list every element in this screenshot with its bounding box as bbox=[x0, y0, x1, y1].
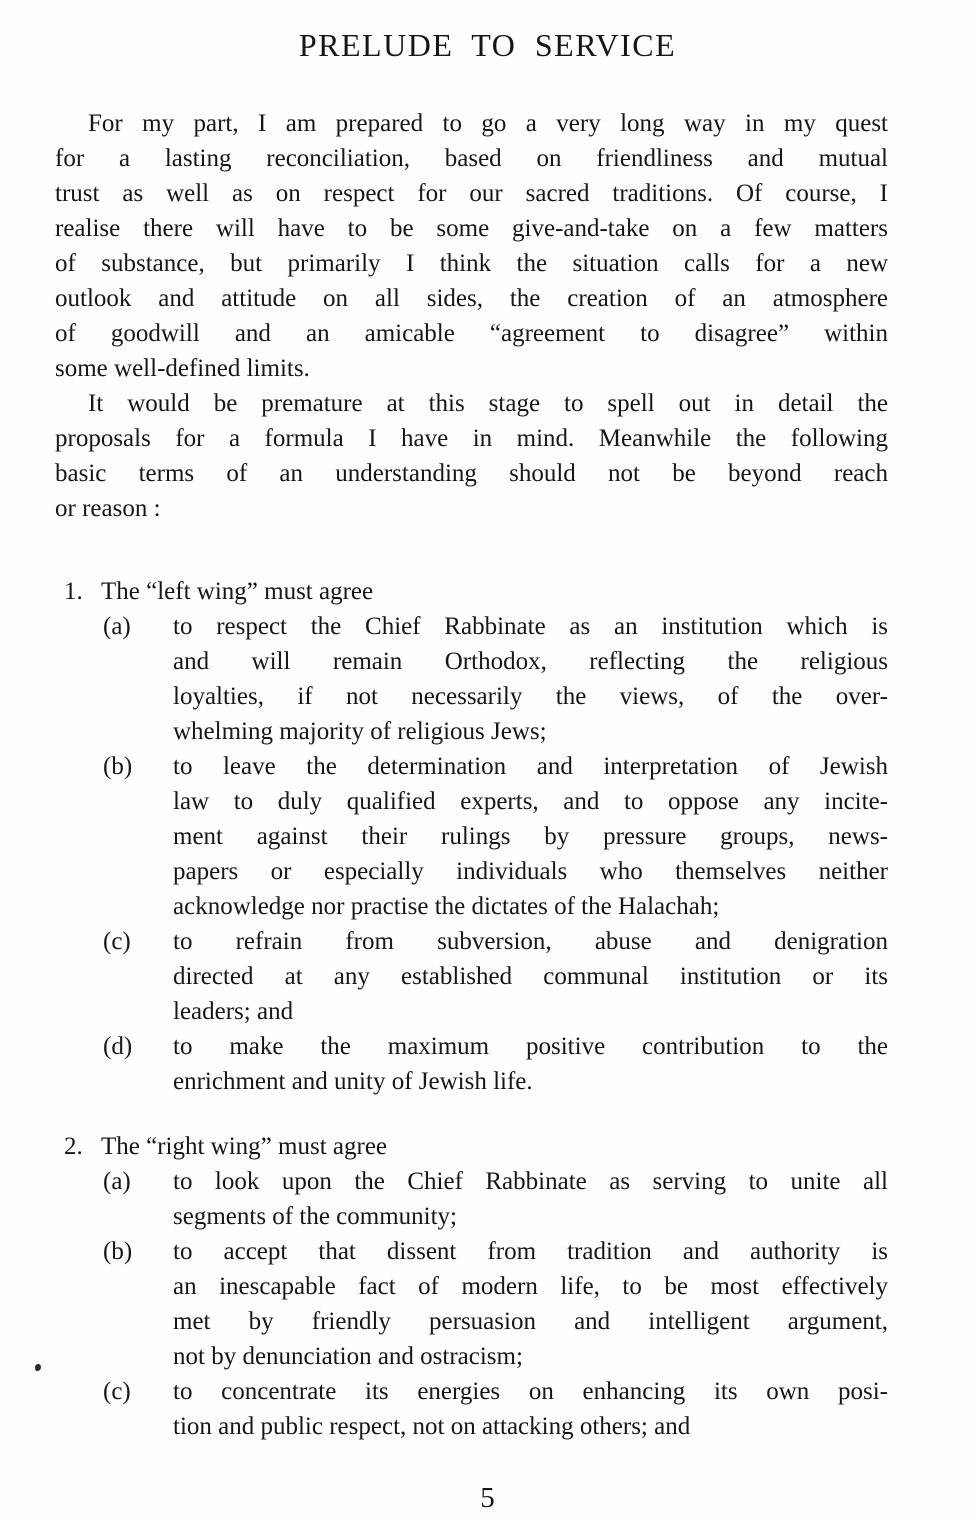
text-line: or reason : bbox=[55, 495, 161, 522]
text-line: to refrain from subversion, abuse and denigration bbox=[173, 928, 888, 955]
item-lines bbox=[173, 749, 888, 924]
section-title: The “right wing” must agree bbox=[101, 1133, 388, 1160]
list-item bbox=[103, 609, 888, 749]
text-line: to concentrate its energies on enhancing its own posi- bbox=[173, 1378, 888, 1405]
text-line: papers or especially individuals who themselves neither bbox=[173, 858, 888, 885]
text-line: leaders; and bbox=[173, 998, 294, 1025]
paragraph bbox=[55, 106, 888, 386]
text-line: some well-defined limits. bbox=[55, 355, 310, 382]
text-line: realise there will have to be some give-and-take on a few matters bbox=[55, 215, 888, 242]
list-item bbox=[103, 1029, 888, 1099]
list-item bbox=[103, 1374, 888, 1444]
text-line: segments of the community; bbox=[173, 1203, 457, 1230]
item-label: (b) bbox=[103, 1238, 133, 1265]
list-item bbox=[103, 924, 888, 1029]
text-line: loyalties, if not necessarily the views, of the over- bbox=[173, 683, 888, 710]
text-line: met by friendly persuasion and intelligent argument, bbox=[173, 1308, 888, 1335]
list-section bbox=[55, 1129, 888, 1444]
page-title: PRELUDE TO SERVICE bbox=[298, 27, 677, 63]
item-label: (d) bbox=[103, 1033, 133, 1060]
text-line: of goodwill and an amicable “agreement to disagree” within bbox=[55, 320, 888, 347]
item-label: (a) bbox=[103, 613, 131, 640]
text-line: to accept that dissent from tradition and authority is bbox=[173, 1238, 888, 1265]
text-line: law to duly qualified experts, and to oppose any incite- bbox=[173, 788, 888, 815]
item-label: (b) bbox=[103, 753, 133, 780]
paragraph bbox=[55, 386, 888, 526]
text-line: to make the maximum positive contribution to the bbox=[173, 1033, 888, 1060]
text-line: to look upon the Chief Rabbinate as serving to unite all bbox=[173, 1168, 888, 1195]
item-lines bbox=[173, 924, 888, 1029]
text-line: acknowledge nor practise the dictates of the Halachah; bbox=[173, 893, 720, 920]
text-line: not by denunciation and ostracism; bbox=[173, 1343, 523, 1370]
list-section bbox=[55, 574, 888, 1099]
ink-spot bbox=[35, 1364, 41, 1371]
text-line: basic terms of an understanding should not be beyond reach bbox=[55, 460, 888, 487]
text-line: enrichment and unity of Jewish life. bbox=[173, 1068, 533, 1095]
page-body bbox=[55, 106, 888, 1444]
text-line: directed at any established communal institution or its bbox=[173, 963, 888, 990]
paragraphs bbox=[55, 106, 888, 526]
text-line: It would be premature at this stage to spell out in detail the bbox=[88, 390, 888, 417]
item-lines bbox=[173, 1164, 888, 1234]
section-heading bbox=[55, 574, 888, 609]
text-line: trust as well as on respect for our sacred traditions. Of course, I bbox=[55, 180, 888, 207]
item-label: (c) bbox=[103, 1378, 131, 1405]
text-line: For my part, I am prepared to go a very long way in my quest bbox=[88, 110, 888, 137]
text-line: an inescapable fact of modern life, to be most effectively bbox=[173, 1273, 888, 1300]
item-lines bbox=[173, 1029, 888, 1099]
text-line: of substance, but primarily I think the situation calls for a new bbox=[55, 250, 888, 277]
section-heading bbox=[55, 1129, 888, 1164]
text-line: and will remain Orthodox, reflecting the religious bbox=[173, 648, 888, 675]
numbered-lists bbox=[55, 574, 888, 1444]
text-line: whelming majority of religious Jews; bbox=[173, 718, 547, 745]
list-item bbox=[103, 1164, 888, 1234]
item-label: (a) bbox=[103, 1168, 131, 1195]
text-line: to leave the determination and interpretation of Jewish bbox=[173, 753, 888, 780]
text-line: tion and public respect, not on attacking others; and bbox=[173, 1413, 691, 1440]
list-item bbox=[103, 749, 888, 924]
section-number: 1. bbox=[64, 578, 83, 605]
section-number: 2. bbox=[64, 1133, 83, 1160]
item-lines bbox=[173, 1374, 888, 1444]
list-item bbox=[103, 1234, 888, 1374]
text-line: to respect the Chief Rabbinate as an institution which is bbox=[173, 613, 888, 640]
item-lines bbox=[173, 1234, 888, 1374]
text-line: for a lasting reconciliation, based on friendliness and mutual bbox=[55, 145, 888, 172]
section-title: The “left wing” must agree bbox=[101, 578, 374, 605]
item-label: (c) bbox=[103, 928, 131, 955]
item-lines bbox=[173, 609, 888, 749]
text-line: outlook and attitude on all sides, the creation of an atmosphere bbox=[55, 285, 888, 312]
text-line: ment against their rulings by pressure groups, news- bbox=[173, 823, 888, 850]
text-line: proposals for a formula I have in mind. Meanwhile the following bbox=[55, 425, 888, 452]
page-number: 5 bbox=[480, 1482, 495, 1514]
